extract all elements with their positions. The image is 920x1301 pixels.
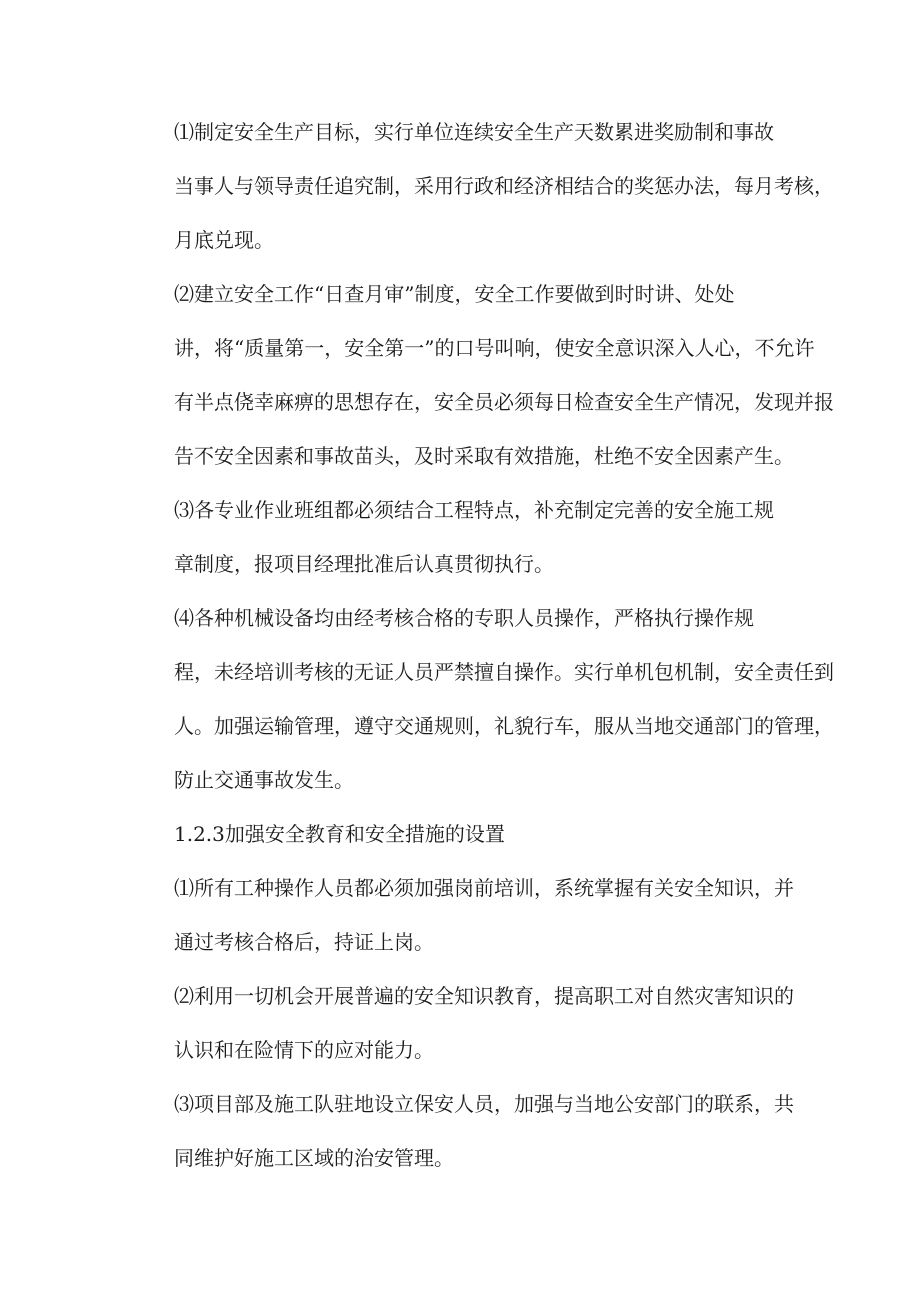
paragraph-3-line-2: 章制度，报项目经理批准后认真贯彻执行。 xyxy=(174,552,554,576)
paragraph-1-line-2: 当事人与领导责任追究制，采用行政和经济相结合的奖惩办法，每月考核， xyxy=(174,174,834,198)
paragraph-6-line-1: ⑴所有工种操作人员都必须加强岗前培训，系统掌握有关安全知识，并 xyxy=(174,876,794,900)
paragraph-6-line-2: 通过考核合格后，持证上岗。 xyxy=(174,930,434,954)
paragraph-4-line-3: 人。加强运输管理，遵守交通规则，礼貌行车，服从当地交通部门的管理， xyxy=(174,714,834,738)
paragraph-2-line-4: 告不安全因素和事故苗头，及时采取有效措施，杜绝不安全因素产生。 xyxy=(174,444,794,468)
paragraph-4-line-1: ⑷各种机械设备均由经考核合格的专职人员操作，严格执行操作规 xyxy=(174,606,754,630)
paragraph-3-line-1: ⑶各专业作业班组都必须结合工程特点，补充制定完善的安全施工规 xyxy=(174,498,774,522)
paragraph-2-line-2: 讲，将“质量第一，安全第一”的口号叫响，使安全意识深入人心，不允许 xyxy=(174,336,815,360)
paragraph-8-line-2: 同维护好施工区域的治安管理。 xyxy=(174,1146,454,1170)
paragraph-2-line-1: ⑵建立安全工作“日查月审”制度，安全工作要做到时时讲、处处 xyxy=(174,282,735,306)
paragraph-1-line-3: 月底兑现。 xyxy=(174,228,274,252)
paragraph-7-line-1: ⑵利用一切机会开展普遍的安全知识教育，提高职工对自然灾害知识的 xyxy=(174,984,794,1008)
paragraph-2-line-3: 有半点侥幸麻痹的思想存在，安全员必须每日检查安全生产情况，发现并报 xyxy=(174,390,834,414)
paragraph-4-line-2: 程，未经培训考核的无证人员严禁擅自操作。实行单机包机制，安全责任到 xyxy=(174,660,834,684)
section-heading: 1.2.3加强安全教育和安全措施的设置 xyxy=(174,822,505,846)
paragraph-1-line-1: ⑴制定安全生产目标，实行单位连续安全生产天数累进奖励制和事故 xyxy=(174,120,774,144)
paragraph-7-line-2: 认识和在险情下的应对能力。 xyxy=(174,1038,434,1062)
paragraph-8-line-1: ⑶项目部及施工队驻地设立保安人员，加强与当地公安部门的联系，共 xyxy=(174,1092,794,1116)
paragraph-4-line-4: 防止交通事故发生。 xyxy=(174,768,354,792)
